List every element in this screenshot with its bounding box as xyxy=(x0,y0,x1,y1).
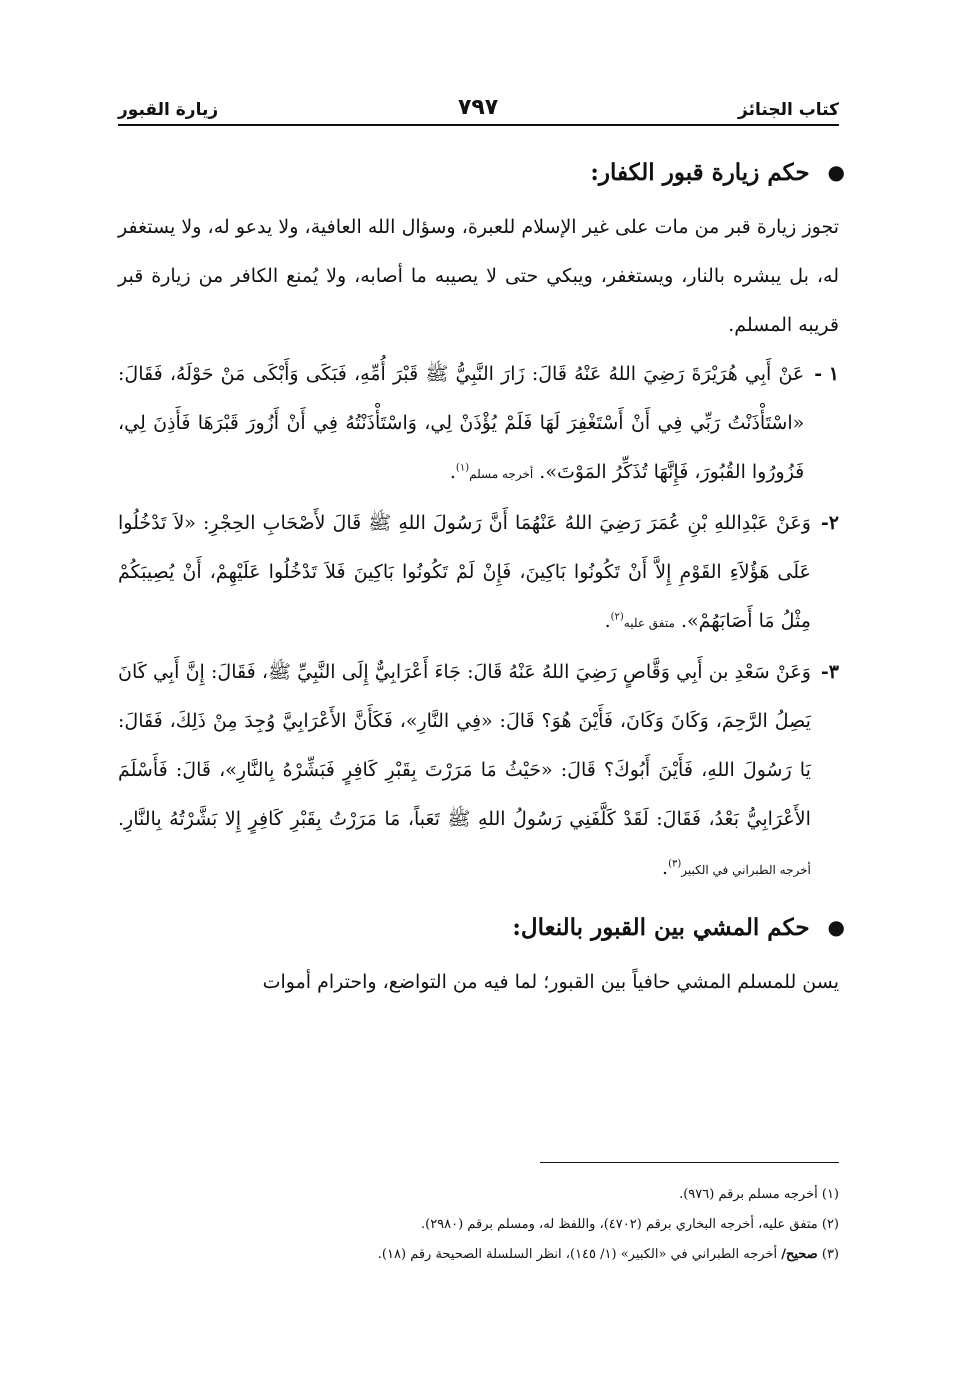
hadith-text: عَنْ أَبِي هُرَيْرَةَ رَضِيَ اللهُ عَنْهُ قَالَ: زَارَ النَّبِيُّ ﷺ قَبْرَ أُمِّهِ، فَبَكَى وَأَبْكَى مَنْ حَوْلَهُ، فَقَالَ: «اسْتَأْذَنْتُ رَبِّي فِي أَنْ أَسْتَغْفِرَ لَهَا فَلَمْ يُؤْذَنْ لِي، وَاسْتَأْذَنْتُهُ فِي أَنْ أَزُورَ قَبْرَهَا فَأَذِنَ لِي، فَزُورُوا القُبُورَ، فَإِنَّهَا تُذَكِّرُ المَوْتَ». xyxy=(118,363,805,483)
hadith-text: وَعَنْ عَبْدِاللهِ بْنِ عُمَرَ رَضِيَ اللهُ عَنْهُمَا أَنَّ رَسُولَ اللهِ ﷺ قَالَ لأَصْحَابِ الحِجْرِ: «لاَ تَدْخُلُوا عَلَى هَؤُلاَءِ القَوْمِ إِلاَّ أَنْ تَكُونُوا بَاكِينَ، فَإِنْ لَمْ تَكُونُوا بَاكِينَ فَلاَ تَدْخُلُوا عَلَيْهِمْ، أَنْ يُصِيبَكُمْ مِثْلُ مَا أَصَابَهُمْ». xyxy=(118,512,811,632)
section-heading-1-text: حكم زيارة قبور الكفار: xyxy=(590,159,810,186)
hadith-source: أخرجه الطبراني في الكبير xyxy=(681,863,811,877)
page-body xyxy=(118,148,845,1007)
spacer xyxy=(118,895,839,903)
hadith-text-wrapper: وَعَنْ سَعْدِ بن أَبِي وَقَّاصٍ رَضِيَ اللهُ عَنْهُ قَالَ: جَاءَ أَعْرَابِيٌّ إِلَى النَّبِيِّ ﷺ، فَقَالَ: إِنَّ أَبِي كَانَ يَصِلُ الرَّحِمَ، وَكَانَ وَكَانَ، فَأَيْنَ هُوَ؟ قَالَ: «فِي النَّارِ»، فَكَأَنَّ الأَعْرَابِيَّ وُجِدَ مِنْ ذَلِكَ، فَقَالَ: يَا رَسُولَ اللهِ، فَأَيْنَ أَبُوكَ؟ قَالَ: «حَيْثُ مَا مَرَرْتَ بِقَبْرِ كَافِرٍ فَبَشِّرْهُ بِالنَّارِ»، قَالَ: فَأَسْلَمَ الأَعْرَابِيُّ بَعْدُ، فَقَالَ: لَقَدْ كَلَّفَنِي رَسُولُ اللهِ ﷺ تَعَباً، مَا مَرَرْتُ بِقَبْرِ كَافِرٍ إِلا بَشَّرْتُهُ بِالنَّارِ. أخرجه الطبراني في الكبير$^{(٣)}$. xyxy=(118,661,811,879)
footnote-number: (١) xyxy=(821,1187,839,1202)
footnote-number: (٣) xyxy=(821,1247,839,1262)
footnote-divider xyxy=(540,1162,839,1163)
hadith-text-wrapper: وَعَنْ عَبْدِاللهِ بْنِ عُمَرَ رَضِيَ اللهُ عَنْهُمَا أَنَّ رَسُولَ اللهِ ﷺ قَالَ لأَصْحَابِ الحِجْرِ: «لاَ تَدْخُلُوا عَلَى هَؤُلاَءِ القَوْمِ إِلاَّ أَنْ تَكُونُوا بَاكِينَ، فَإِنْ لَمْ تَكُونُوا بَاكِينَ فَلاَ تَدْخُلُوا عَلَيْهِمْ، أَنْ يُصِيبَكُمْ مِثْلُ مَا أَصَابَهُمْ». متفق عليه$^{(٢)}$. xyxy=(118,512,811,632)
hadith-item xyxy=(118,499,839,648)
footnote xyxy=(118,1180,839,1210)
hadith-source: أخرجه مسلم xyxy=(469,467,534,481)
hadith-number: ٢- xyxy=(820,512,839,534)
section-1-intro: تجوز زيارة قبر من مات على غير الإسلام للعبرة، وسؤال الله العافية، ولا يدعو له، ولا يستغفر له، بل يبشره بالنار، ويستغفر، ويبكي حتى لا يصيبه ما أصابه، ولا يُمنع الكافر من زيارة قبر قريبه المسلم. xyxy=(118,216,839,336)
header-chapter-title: زيارة القبور xyxy=(118,100,219,120)
footnote-ref[interactable]: (٣) xyxy=(668,858,682,870)
hadith-text-wrapper: عَنْ أَبِي هُرَيْرَةَ رَضِيَ اللهُ عَنْهُ قَالَ: زَارَ النَّبِيُّ ﷺ قَبْرَ أُمِّهِ، فَبَكَى وَأَبْكَى مَنْ حَوْلَهُ، فَقَالَ: «اسْتَأْذَنْتُ رَبِّي فِي أَنْ أَسْتَغْفِرَ لَهَا فَلَمْ يُؤْذَنْ لِي، وَاسْتَأْذَنْتُهُ فِي أَنْ أَزُورَ قَبْرَهَا فَأَذِنَ لِي، فَزُورُوا القُبُورَ، فَإِنَّهَا تُذَكِّرُ المَوْتَ». أخرجه مسلم$^{(١)}$. xyxy=(118,363,805,483)
section-heading-1 xyxy=(118,148,845,197)
bullet-icon: ● xyxy=(827,915,845,939)
hadith-text: وَعَنْ سَعْدِ بن أَبِي وَقَّاصٍ رَضِيَ اللهُ عَنْهُ قَالَ: جَاءَ أَعْرَابِيٌّ إِلَى النَّبِيِّ ﷺ، فَقَالَ: إِنَّ أَبِي كَانَ يَصِلُ الرَّحِمَ، وَكَانَ وَكَانَ، فَأَيْنَ هُوَ؟ قَالَ: «فِي النَّارِ»، فَكَأَنَّ الأَعْرَابِيَّ وُجِدَ مِنْ ذَلِكَ، فَقَالَ: يَا رَسُولَ اللهِ، فَأَيْنَ أَبُوكَ؟ قَالَ: «حَيْثُ مَا مَرَرْتَ بِقَبْرِ كَافِرٍ فَبَشِّرْهُ بِالنَّارِ»، قَالَ: فَأَسْلَمَ الأَعْرَابِيُّ بَعْدُ، فَقَالَ: لَقَدْ كَلَّفَنِي رَسُولُ اللهِ ﷺ تَعَباً، مَا مَرَرْتُ بِقَبْرِ كَافِرٍ إِلا بَشَّرْتُهُ بِالنَّارِ. xyxy=(118,661,811,830)
footnote-ref[interactable]: (١) xyxy=(455,462,470,474)
footnote-number: (٢) xyxy=(821,1217,839,1232)
running-header xyxy=(118,86,839,126)
page-number: ٧٩٧ xyxy=(457,95,499,120)
footnote-text: أخرجه الطبراني في «الكبير» (١/ ١٤٥)، انظر السلسلة الصحيحة رقم (١٨). xyxy=(377,1247,778,1262)
footnote xyxy=(118,1240,839,1270)
footnote-ref[interactable]: (٢) xyxy=(610,611,624,623)
section-heading-2 xyxy=(118,903,845,952)
hadith-item xyxy=(118,648,839,895)
header-book-title: كتاب الجنائز xyxy=(738,100,839,120)
bullet-icon: ● xyxy=(827,160,845,184)
hadith-number: ٣- xyxy=(820,661,839,683)
hadith-item xyxy=(118,350,839,499)
footnote-grade: صحيح/ xyxy=(781,1247,818,1262)
section-2-intro: يسن للمسلم المشي حافياً بين القبور؛ لما فيه من التواضع، واحترام أموات xyxy=(262,971,839,993)
section-heading-2-text: حكم المشي بين القبور بالنعال: xyxy=(512,914,810,941)
footnote-text: أخرجه مسلم برقم (٩٧٦). xyxy=(679,1187,818,1202)
footnote-text: متفق عليه، أخرجه البخاري برقم (٤٧٠٢)، واللفظ له، ومسلم برقم (٢٩٨٠). xyxy=(420,1217,818,1232)
footnotes xyxy=(118,1180,839,1270)
footnote xyxy=(118,1210,839,1240)
hadith-number: ١ - xyxy=(814,363,839,385)
hadith-source: متفق عليه xyxy=(623,616,675,630)
